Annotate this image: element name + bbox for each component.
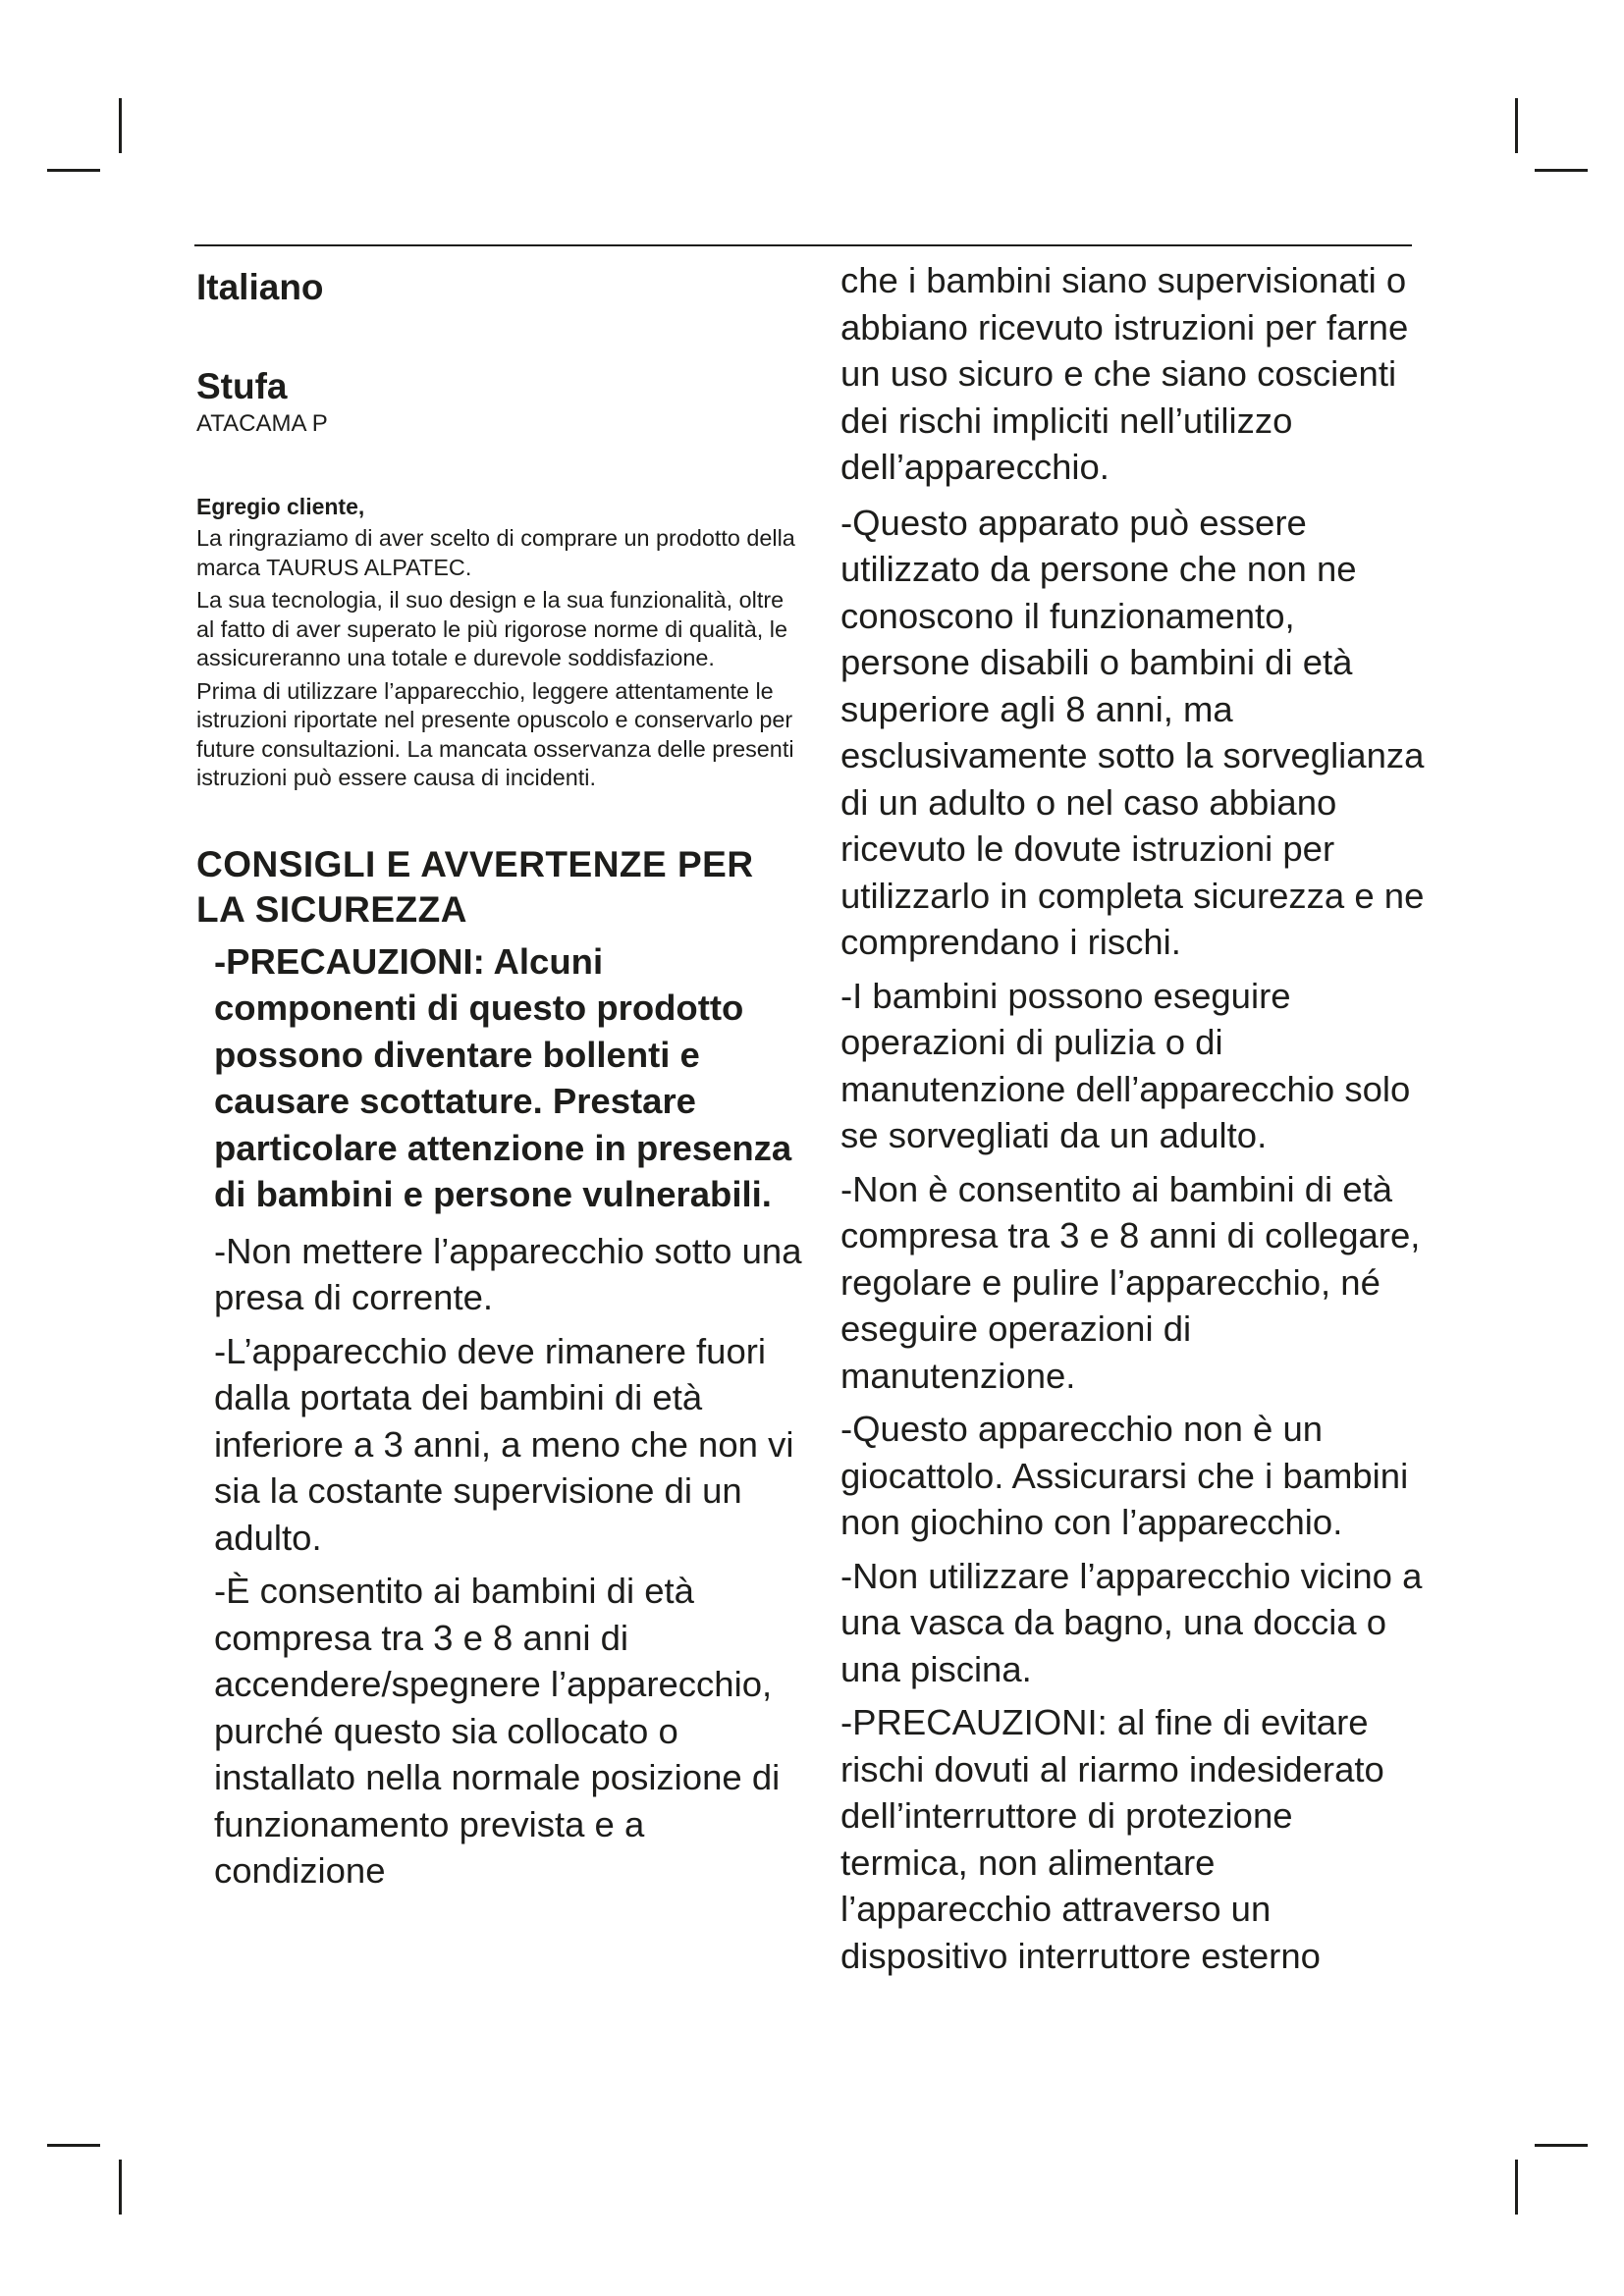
header-rule <box>194 244 1412 246</box>
safety-item-burn-warning: -PRECAUZIONI: Alcuni componenti di questo prodotto possono diventare bollenti e causare scottature. Prestare particolare attenzione in presenza di bambini e persone vulnerabili. <box>214 940 792 1214</box>
safety-item: -Non è consentito ai bambini di età compresa tra 3 e 8 anni di collegare, regolare e pulire l’apparecchio, né eseguire operazioni di manutenzione. <box>840 1168 1421 1396</box>
crop-mark-bottom-left-vertical <box>119 2160 122 2215</box>
safety-item: -Non mettere l’apparecchio sotto una presa di corrente. <box>214 1230 802 1317</box>
crop-mark-top-right-horizontal <box>1535 169 1588 172</box>
safety-heading: CONSIGLI E AVVERTENZE PER LA SICUREZZA <box>196 843 754 930</box>
crop-mark-top-right-vertical <box>1515 98 1518 153</box>
intro-paragraph: Prima di utilizzare l’apparecchio, leggere attentamente le istruzioni riportate nel presente opuscolo e conservarlo per future consultazioni. La mancata osservanza delle presenti istruzioni può essere causa di incidenti. <box>196 677 794 790</box>
model-name: ATACAMA P <box>196 410 328 437</box>
product-title: Stufa <box>196 366 288 406</box>
safety-item-continued: che i bambini siano supervisionati o abbiano ricevuto istruzioni per farne un uso sicuro e che siano coscienti dei rischi impliciti nell’utilizzo dell’apparecchio. <box>840 260 1409 487</box>
crop-mark-top-left-vertical <box>119 98 122 153</box>
crop-mark-bottom-right-horizontal <box>1535 2144 1588 2147</box>
safety-item: -I bambini possono eseguire operazioni di pulizia o di manutenzione dell’apparecchio solo se sorvegliati da un adulto. <box>840 975 1411 1155</box>
left-column <box>196 263 805 1901</box>
safety-item: -Questo apparecchio non è un giocattolo. Assicurarsi che i bambini non giochino con l’apparecchio. <box>840 1409 1409 1542</box>
safety-item: -Non utilizzare l’apparecchio vicino a una vasca da bagno, una doccia o una piscina. <box>840 1555 1423 1689</box>
safety-item: -L’apparecchio deve rimanere fuori dalla portata dei bambini di età inferiore a 3 anni, a meno che non vi sia la costante supervisione di un adulto. <box>214 1330 794 1558</box>
right-column <box>840 257 1430 1986</box>
crop-mark-top-left-horizontal <box>47 169 100 172</box>
intro-paragraph: La sua tecnologia, il suo design e la sua funzionalità, oltre al fatto di aver superato le più rigorose norme di qualità, le assicureranno una totale e durevole soddisfazione. <box>196 587 788 670</box>
language-heading: Italiano <box>196 267 324 307</box>
crop-mark-bottom-right-vertical <box>1515 2160 1518 2215</box>
crop-mark-bottom-left-horizontal <box>47 2144 100 2147</box>
intro-paragraph: La ringraziamo di aver scelto di comprare un prodotto della marca TAURUS ALPATEC. <box>196 525 795 580</box>
safety-item: -È consentito ai bambini di età compresa tra 3 e 8 anni di accendere/spegnere l’apparecchio, purché questo sia collocato o installato nella normale posizione di funzionamento prevista e a condizione <box>214 1571 781 1891</box>
greeting: Egregio cliente, <box>196 494 365 519</box>
safety-item: -Questo apparato può essere utilizzato da persone che non ne conoscono il funzionamento, persone disabili o bambini di età superiore agli 8 anni, ma esclusivamente sotto la sorveglianza di un adulto o nel caso abbiano ricevuto le dovute istruzioni per utilizzarlo in completa sicurezza e ne comprendano i rischi. <box>840 502 1425 962</box>
safety-item: -PRECAUZIONI: al fine di evitare rischi dovuti al riarmo indesiderato dell’interruttore di protezione termica, non alimentare l’apparecchio attraverso un dispositivo interruttore esterno <box>840 1702 1384 1976</box>
